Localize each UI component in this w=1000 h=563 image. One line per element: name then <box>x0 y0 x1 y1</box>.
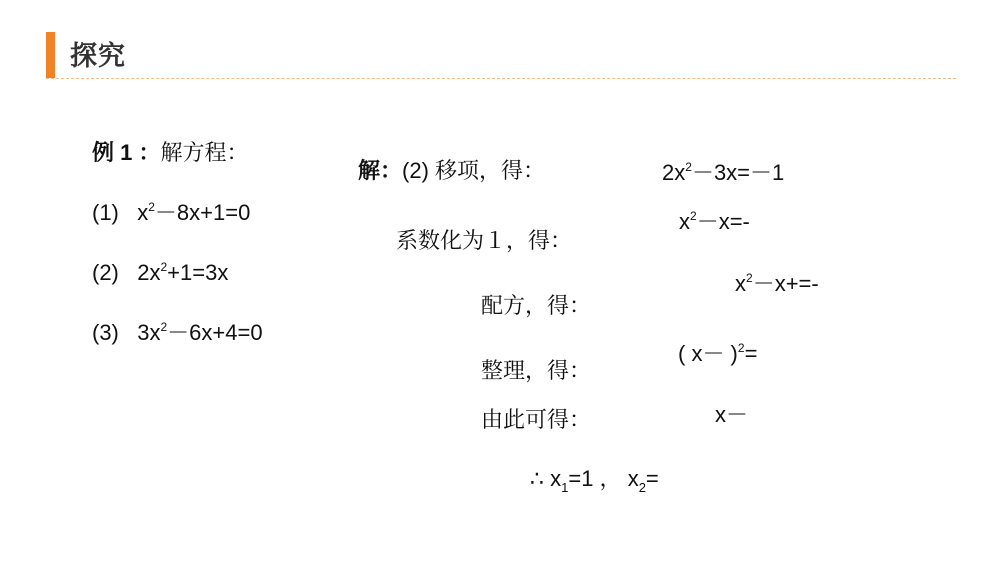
math-text: －x+=- <box>752 271 819 296</box>
solution-step-3: 配方，得： <box>481 293 592 318</box>
solution-label: 解： <box>358 158 403 183</box>
math-text: = <box>744 341 758 366</box>
equation-3 <box>92 321 263 344</box>
step-5-math: x－ <box>715 402 749 427</box>
therefore-symbol: ∴ <box>530 466 544 491</box>
math-text: －3x=－1 <box>691 160 785 185</box>
math-text: x <box>679 209 690 234</box>
example-label-rest: 解方程： <box>160 140 249 165</box>
equation-2 <box>92 261 228 284</box>
equation-text: 2x <box>137 260 161 285</box>
subscript: 2 <box>638 480 646 495</box>
page-title: 探究 <box>70 41 126 71</box>
example-label: 例 1 ： <box>92 140 161 165</box>
title-accent-bar <box>46 32 55 78</box>
math-text: －x=- <box>696 209 750 234</box>
equation-number: (2) <box>92 260 119 285</box>
exponent: 2 <box>685 160 692 174</box>
math-text: =1 ， <box>568 466 622 491</box>
step-4-math <box>678 342 757 365</box>
equation-text: +1=3x <box>167 260 229 285</box>
equation-text: x <box>137 200 149 225</box>
equation-text: －6x+4=0 <box>167 320 263 345</box>
equation-text: －8x+1=0 <box>154 200 251 225</box>
step-1-math <box>662 161 784 184</box>
exponent: 2 <box>737 341 745 355</box>
step-2-math <box>679 210 750 233</box>
math-text: = <box>645 466 659 491</box>
solution-step-1 <box>358 160 545 182</box>
exponent: 2 <box>160 260 168 274</box>
exponent: 2 <box>746 271 753 285</box>
subscript: 1 <box>561 480 569 495</box>
equation-1 <box>92 201 250 224</box>
solution-step-2: 系数化为１，得： <box>396 228 573 253</box>
math-text: x <box>627 466 639 491</box>
step-3-math <box>735 272 819 295</box>
math-text: 2x <box>662 160 686 185</box>
equation-number: (3) <box>92 320 119 345</box>
math-text: x <box>550 466 562 491</box>
math-text: ( x－ ) <box>678 341 738 366</box>
step-text: (2) 移项，得： <box>402 158 546 183</box>
exponent: 2 <box>690 209 697 223</box>
solution-step-5: 由此可得： <box>481 407 592 432</box>
math-text: x <box>735 271 746 296</box>
conclusion <box>530 468 659 494</box>
example-heading <box>92 142 248 164</box>
exponent: 2 <box>160 320 168 334</box>
title-divider <box>46 78 956 79</box>
equation-text: 3x <box>137 320 161 345</box>
solution-step-4: 整理，得： <box>481 358 592 383</box>
exponent: 2 <box>148 200 155 214</box>
equation-number: (1) <box>92 200 119 225</box>
